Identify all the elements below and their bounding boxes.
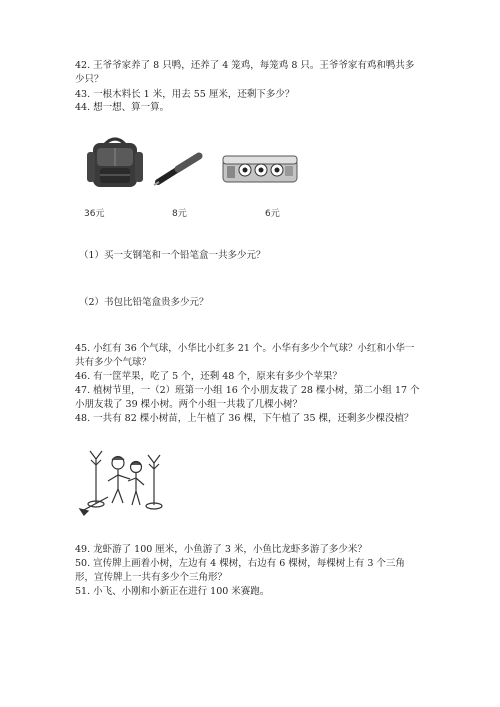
q44: 44. 想一想、算一算。 [75, 102, 170, 113]
q45-line2: 共有多少个气球？ [75, 357, 152, 368]
children-planting-trees-picture [78, 445, 176, 517]
pen-price: 8元 [172, 209, 187, 219]
pen-picture [152, 152, 204, 186]
q42-line2: 少只？ [75, 74, 104, 85]
pencil-case-price: 6元 [265, 209, 280, 219]
q47-line1: 47. 植树节里，一（2）班第一小组 16 个小朋友栽了 28 棵小树，第二小组 17 个 [75, 385, 420, 396]
q50-line2: 形，宣传牌上一共有多少个三角形？ [75, 572, 228, 583]
q45-line1: 45. 小红有 36 个气球，小华比小红多 21 个。小华有多少个气球？小红和小华一 [75, 343, 415, 354]
q43: 43. 一根木料长 1 米，用去 55 厘米，还剩下多少？ [75, 89, 295, 100]
q48: 48. 一共有 82 棵小树苗，上午植了 36 棵，下午植了 35 棵，还剩多少棵没植？ [75, 413, 414, 424]
q42-line1: 42. 王爷爷家养了 8 只鸭，还养了 4 笼鸡，每笼鸡 8 只。王爷爷家有鸡和鸭共多 [75, 60, 415, 71]
q46: 46. 有一筐苹果，吃了 5 个，还剩 48 个，原来有多少个苹果？ [75, 371, 342, 382]
pencil-case-picture [221, 152, 299, 184]
q50-line1: 50. 宣传牌上画着小树，左边有 4 棵树，右边有 6 棵树，每棵树上有 3 个三角 [75, 558, 405, 569]
q47-line2: 小朋友栽了 39 棵小树。两个小组一共栽了几棵小树？ [75, 399, 303, 410]
q49: 49. 龙虾游了 100 厘米，小鱼游了 3 米，小鱼比龙虾多游了多少米？ [75, 544, 367, 555]
backpack-price: 36元 [84, 209, 105, 219]
q44-sub2: （2）书包比铅笔盒贵多少元？ [79, 297, 209, 308]
q51: 51. 小飞、小刚和小新正在进行 100 米赛跑。 [75, 586, 270, 597]
backpack-picture [83, 134, 147, 192]
q44-sub1: （1）买一支钢笔和一个铅笔盒一共多少元？ [79, 250, 266, 261]
